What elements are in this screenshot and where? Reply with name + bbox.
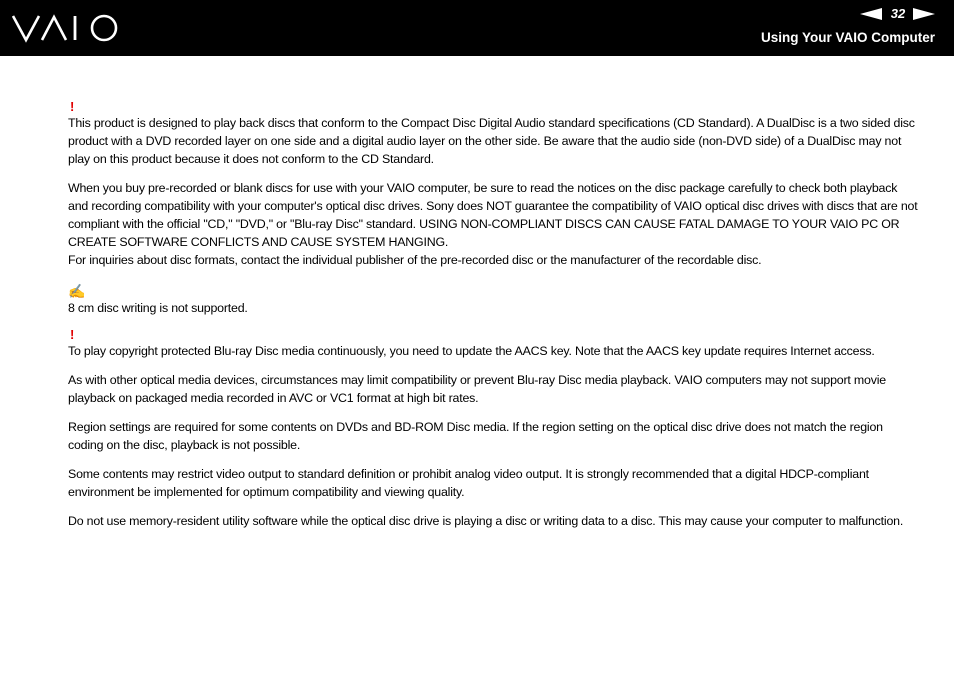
8cm-note-paragraph: 8 cm disc writing is not supported. bbox=[68, 301, 248, 315]
compatibility-paragraph: When you buy pre-recorded or blank discs for use with your VAIO computer, be sure to read the notices on the disc package carefully to check both playback and recording compatibility with your computer's optical disc drives. Sony does NOT guarantee the compatibility of VAIO optical disc drives with discs that are not compliant with the official "CD," "DVD," or "Blu-ray Disc" standard. USING NON-COMPLIANT DISCS CAN CAUSE FATAL DAMAGE TO YOUR VAIO PC OR CREATE SOFTWARE CONFLICTS AND CAUSE SYSTEM HANGING. bbox=[68, 181, 918, 249]
vaio-logo bbox=[12, 13, 122, 43]
warning-icon: ! bbox=[70, 327, 75, 342]
page-body bbox=[68, 100, 918, 530]
prev-arrow-icon[interactable] bbox=[860, 8, 882, 20]
optical-media-paragraph: As with other optical media devices, circumstances may limit compatibility or prevent Blu-ray Disc media playback. VAIO computers may not support movie playback on packaged media recorded in AVC or VC1 format at high bit rates. bbox=[68, 373, 886, 405]
note-pencil-icon: ✍ bbox=[68, 283, 86, 299]
page-header bbox=[0, 0, 954, 56]
dualdisc-paragraph: This product is designed to play back discs that conform to the Compact Disc Digital Audio standard specifications (CD Standard). A DualDisc is a two sided disc product with a DVD recorded layer on one side and a digital audio layer on the other side. Be aware that the audio side (non-DVD side) of a DualDisc may not play on this product because it does not conform to the CD Standard. bbox=[68, 116, 915, 166]
warning-icon: ! bbox=[70, 99, 75, 114]
region-paragraph: Region settings are required for some contents on DVDs and BD-ROM Disc media. If the region setting on the optical disc drive does not match the region coding on the disc, playback is not possible. bbox=[68, 420, 883, 452]
aacs-paragraph: To play copyright protected Blu-ray Disc media continuously, you need to update the AACS key. Note that the AACS key update requires Internet access. bbox=[68, 344, 875, 358]
hdcp-paragraph: Some contents may restrict video output to standard definition or prohibit analog video output. It is strongly recommended that a digital HDCP-compliant environment be implemented for optimum compatibility and viewing quality. bbox=[68, 467, 869, 499]
page-number: 32 bbox=[890, 6, 906, 21]
section-title: Using Your VAIO Computer bbox=[760, 30, 935, 45]
next-arrow-icon[interactable] bbox=[913, 8, 935, 20]
inquiries-paragraph: For inquiries about disc formats, contact the individual publisher of the pre-recorded disc or the manufacturer of the recordable disc. bbox=[68, 253, 762, 267]
memory-software-paragraph: Do not use memory-resident utility software while the optical disc drive is playing a disc or writing data to a disc. This may cause your computer to malfunction. bbox=[68, 514, 904, 528]
